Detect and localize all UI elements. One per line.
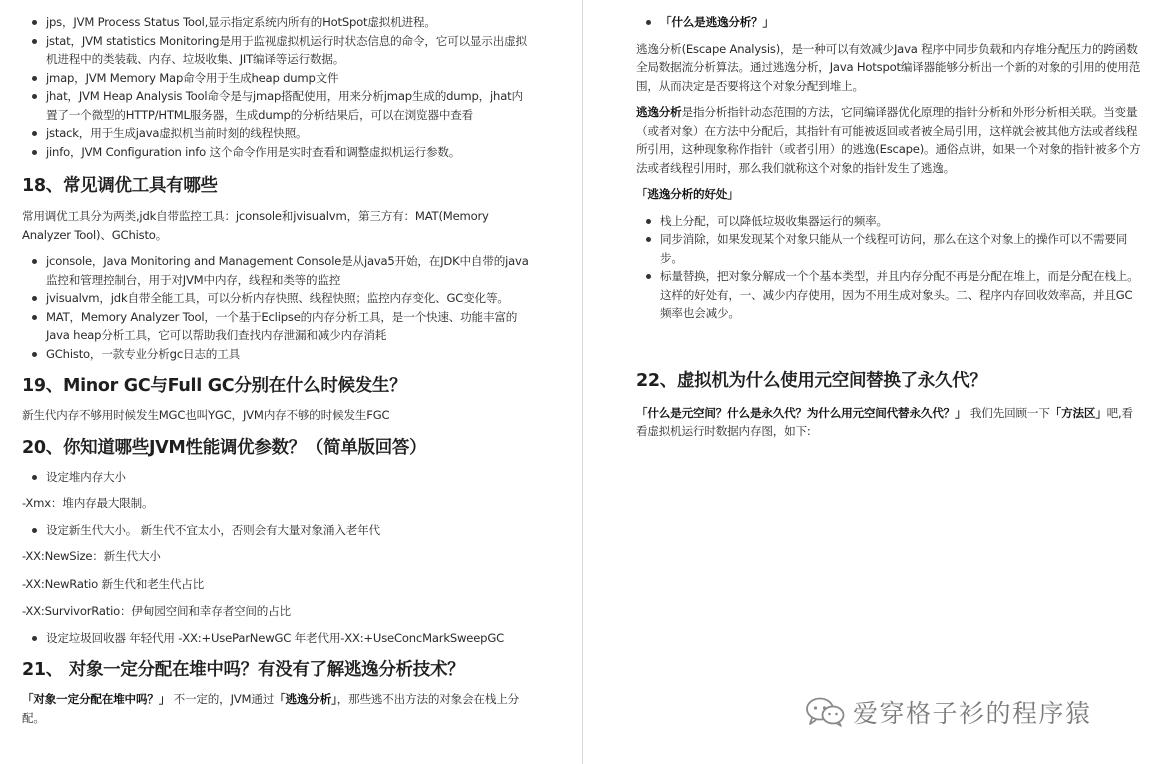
answer-text: 不一定的，JVM通过 [170, 692, 275, 706]
list-item: jstat，JVM statistics Monitoring是用于监视虚拟机运行时状态信息的命令，它可以显示出虚拟机进程中的类装载、内存、垃圾收集、JIT编译等运行数据。 [22, 32, 532, 69]
heading-21: 21、 对象一定分配在堆中吗？有没有了解逃逸分析技术？ [22, 660, 465, 680]
jdk-tools-list [22, 13, 532, 161]
list-item: 设定堆内存大小 [22, 468, 532, 487]
bold-question: 「什么是逃逸分析？」 [660, 15, 774, 29]
column-divider [582, 0, 583, 764]
bold-term: 逃逸分析 [636, 105, 682, 119]
list-item [636, 13, 1142, 32]
bold-term: 「逃逸分析的好处」 [636, 187, 739, 201]
paragraph-22 [636, 404, 1142, 441]
param-newratio: -XX:NewRatio 新生代和老生代占比 [22, 576, 205, 591]
wechat-icon [805, 697, 845, 727]
heading-18: 18、常见调优工具有哪些 [22, 176, 218, 196]
paragraph-19: 新生代内存不够用时候发生MGC也叫YGC，JVM内存不够的时候发生FGC [22, 408, 390, 422]
definition-text: 是指分析指针动态范围的方法，它同编译器优化原理的指针分析和外形分析相关联。当变量（或者对象）在方法中分配后，其指针有可能被返回或者被全局引用，这样就会被其他方法或者线程所引用，这种现象称作指针（或者引用）的逃逸(Escape)。通俗点讲，如果一个对象的指针被多个方法或者线程引用时，那么我们就称这个对象的指针发生了逃逸。 [636, 105, 1141, 175]
list-item: 同步消除，如果发现某个对象只能从一个线程可访问，那么在这个对象上的操作可以不需要同步。 [636, 230, 1142, 267]
list-item: 栈上分配，可以降低垃圾收集器运行的频率。 [636, 212, 1142, 231]
heading-19: 19、Minor GC与Full GC分别在什么时候发生？ [22, 376, 407, 396]
bold-term: 「逃逸分析」 [274, 692, 337, 706]
watermark [805, 694, 1092, 730]
paragraph-18: 常用调优工具分为两类,jdk自带监控工具：jconsole和jvisualvm，第三方有：MAT(Memory Analyzer Tool)、GChisto。 [22, 209, 489, 242]
answer-text-cont: ，那些逃不出方法的对象会在栈上分配。 [22, 692, 520, 725]
right-column [636, 0, 1142, 441]
heading-20: 20、你知道哪些JVM性能调优参数？（简单版回答） [22, 437, 427, 458]
escape-analysis-intro: 逃逸分析(Escape Analysis)，是一种可以有效减少Java 程序中同步负载和内存堆分配压力的跨函数全局数据流分析算法。通过逃逸分析，Java Hotspot编译器能够分析出一个新的对象的引用的使用范围，从而决定是否要将这个对象分配到堆上。 [636, 41, 1141, 93]
param-newsize: -XX:NewSize：新生代大小 [22, 549, 161, 563]
param-xmx: -Xmx：堆内存最大限制。 [22, 496, 154, 510]
watermark-text: 爱穿格子衫的程序猿 [853, 699, 1092, 728]
list-item: jmap，JVM Memory Map命令用于生成heap dump文件 [22, 69, 532, 88]
list-item: jinfo，JVM Configuration info 这个命令作用是实时查看和调整虚拟机运行参数。 [22, 143, 532, 162]
paragraph-21 [22, 690, 532, 727]
bold-question: 「对象一定分配在堆中吗？」 [22, 692, 171, 706]
bold-question: 「什么是元空间？什么是永久代？为什么用元空间代替永久代？」 [636, 405, 967, 420]
left-column [22, 0, 532, 727]
list-item: jstack，用于生成java虚拟机当前时刻的线程快照。 [22, 124, 532, 143]
answer-text: 我们先回顾一下 [966, 405, 1050, 420]
list-item: MAT，Memory Analyzer Tool，一个基于Eclipse的内存分析工具，是一个快速、功能丰富的Java heap分析工具，它可以帮助我们查找内存泄漏和减少内存消耗 [22, 308, 532, 345]
heading-22: 22、虚拟机为什么使用元空间替换了永久代？ [636, 370, 987, 391]
list-item: 标量替换，把对象分解成一个个基本类型，并且内存分配不再是分配在堆上，而是分配在栈上。这样的好处有，一、减少内存使用，因为不用生成对象头。二、程序内存回收效率高，并且GC频率也会减少。 [636, 267, 1142, 323]
param-list-1 [22, 468, 532, 487]
benefits-heading [636, 185, 1142, 204]
bold-term: 「方法区」 [1049, 405, 1107, 420]
param-list-2 [22, 521, 532, 540]
tuning-tools-list [22, 252, 532, 363]
list-item: jconsole，Java Monitoring and Management Console是从java5开始，在JDK中自带的java监控和管理控制台，用于对JVM中内存，线程和类等的监控 [22, 252, 532, 289]
param-survivorratio: -XX:SurvivorRatio：伊甸园空间和幸存者空间的占比 [22, 604, 291, 618]
list-item: jvisualvm，jdk自带全能工具，可以分析内存快照、线程快照；监控内存变化、GC变化等。 [22, 289, 532, 308]
answer-text-cont: 吧,看看虚拟机运行时数据内存图，如下: [636, 405, 1133, 438]
param-list-3 [22, 629, 532, 648]
list-item: 设定垃圾回收器 年轻代用 -XX:+UseParNewGC 年老代用-XX:+UseConcMarkSweepGC [22, 629, 532, 648]
benefits-list [636, 212, 1142, 323]
list-item: jhat，JVM Heap Analysis Tool命令是与jmap搭配使用，用来分析jmap生成的dump，jhat内置了一个微型的HTTP/HTML服务器，生成dump的分析结果后，可以在浏览器中查看 [22, 87, 532, 124]
escape-analysis-definition [636, 103, 1142, 177]
escape-question-list [636, 13, 1142, 32]
list-item: 设定新生代大小。 新生代不宜太小，否则会有大量对象涌入老年代 [22, 521, 532, 540]
list-item: GChisto，一款专业分析gc日志的工具 [22, 345, 532, 364]
list-item: jps，JVM Process Status Tool,显示指定系统内所有的HotSpot虚拟机进程。 [22, 13, 532, 32]
